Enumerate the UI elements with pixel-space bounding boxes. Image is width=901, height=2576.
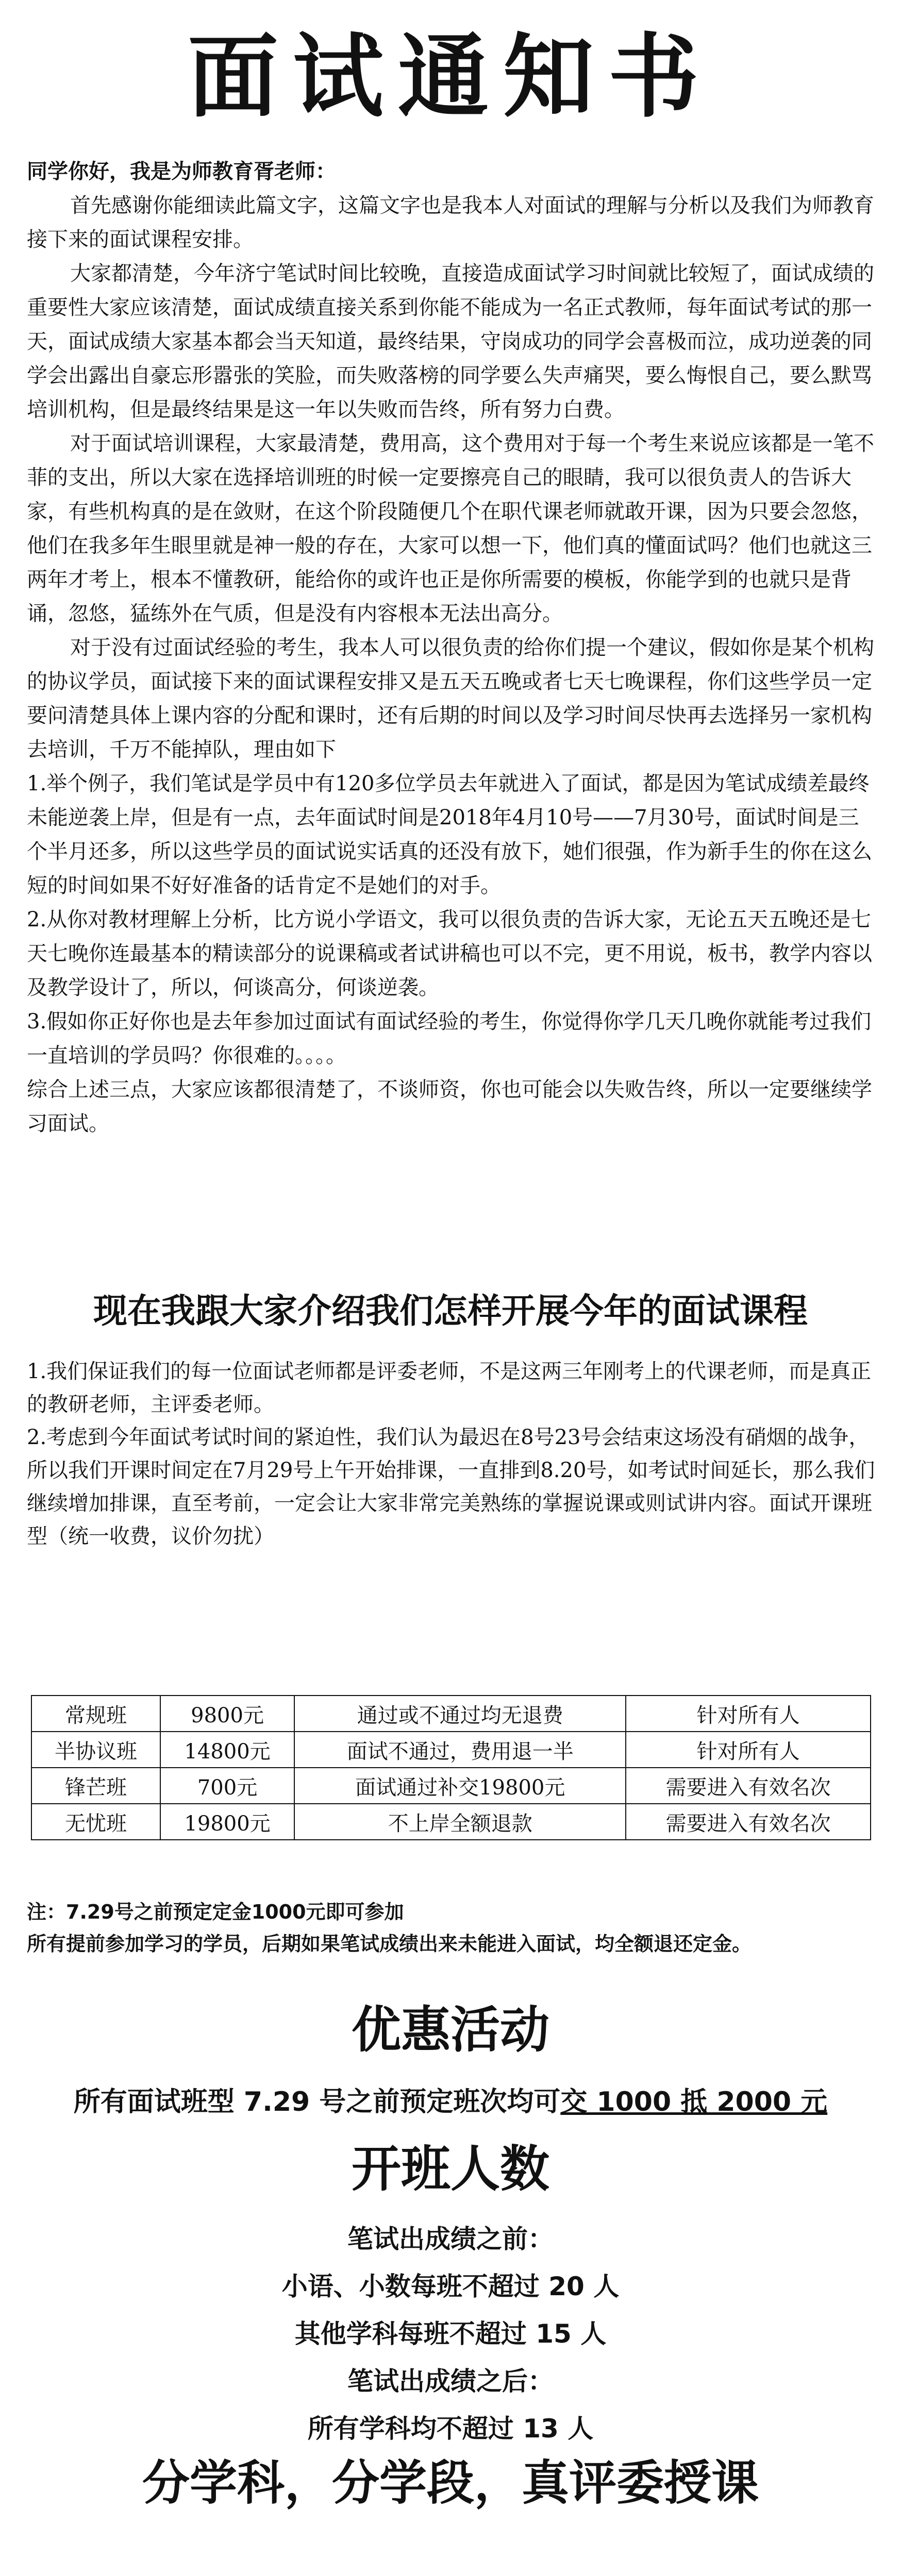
policy-cell: 面试通过补交19800元	[294, 1768, 626, 1804]
policy-cell: 通过或不通过均无退费	[294, 1696, 626, 1732]
class-type-cell: 常规班	[31, 1696, 160, 1732]
letter-paragraph: 首先感谢你能细读此篇文字，这篇文字也是我本人对面试的理解与分析以及我们为师教育接下来的面试课程安排。	[27, 194, 874, 251]
table-row	[31, 1804, 871, 1840]
slogan: 分学科，分学段，真评委授课	[142, 2455, 759, 2511]
class-size-line: 所有学科均不超过 13 人	[307, 2414, 594, 2444]
table-row	[31, 1732, 871, 1768]
table-row	[31, 1768, 871, 1804]
letter-point: 3.假如你正好你也是去年参加过面试有面试经验的考生，你觉得你学几天几晚你就能考过我们一直培训的学员吗？你很难的。。。。	[27, 1010, 872, 1067]
letter-body	[27, 155, 877, 1141]
class-type-cell: 无忧班	[31, 1804, 160, 1840]
class-size-heading: 开班人数	[352, 2140, 549, 2198]
table-row	[31, 1696, 871, 1732]
class-size-line: 小语、小数每班不超过 20 人	[281, 2272, 620, 2301]
eligibility-cell: 需要进入有效名次	[626, 1768, 871, 1804]
class-type-cell: 锋芒班	[31, 1768, 160, 1804]
greeting: 同学你好，我是为师教育胥老师：	[27, 159, 336, 183]
deposit-note: 注：7.29号之前预定定金1000元即可参加	[27, 1901, 404, 1923]
intro-point: 1.我们保证我们的每一位面试老师都是评委老师，不是这两三年刚考上的代课老师，而是真正的教研老师，主评委老师。	[27, 1360, 872, 1416]
class-type-cell: 半协议班	[31, 1732, 160, 1768]
course-intro	[27, 1355, 877, 1553]
letter-point: 1.举个例子，我们笔试是学员中有120多位学员去年就进入了面试，都是因为笔试成绩差最终未能逆袭上岸，但是有一点，去年面试时间是2018年4月10号——7月30号，面试时间是三个半月还多，所以这些学员的面试说实话真的还没有放下，她们很强，作为新手生的你在这么短的时间如果不好好准备的话肯定不是她们的对手。	[27, 772, 872, 897]
page-title: 面试通知书	[187, 24, 713, 130]
eligibility-cell: 针对所有人	[626, 1696, 871, 1732]
promo-heading: 优惠活动	[352, 2001, 549, 2059]
course-section-heading: 现在我跟大家介绍我们怎样开展今年的面试课程	[93, 1291, 808, 1331]
refund-note: 所有提前参加学习的学员，后期如果笔试成绩出来未能进入面试，均全额退还定金。	[27, 1933, 752, 1955]
deposit-notes	[27, 1896, 882, 1960]
eligibility-cell: 需要进入有效名次	[626, 1804, 871, 1840]
letter-paragraph: 大家都清楚，今年济宁笔试时间比较晚，直接造成面试学习时间就比较短了，面试成绩的重要性大家应该清楚，面试成绩直接关系到你能不能成为一名正式教师，每年面试考试的那一天，面试成绩大家基本都会当天知道，最终结果，守岗成功的同学会喜极而泣，成功逆袭的同学会出露出自豪忘形嚣张的笑脸，而失败落榜的同学要么失声痛哭，要么悔恨自己，要么默骂培训机构，但是最终结果是这一年以失败而告终，所有努力白费。	[27, 262, 874, 421]
fee-table	[31, 1695, 871, 1840]
price-cell: 19800元	[160, 1804, 294, 1840]
promo-text: 所有面试班型 7.29 号之前预定班次均可	[73, 2087, 561, 2117]
class-size-line: 笔试出成绩之前：	[347, 2224, 554, 2254]
intro-point: 2.考虑到今年面试考试时间的紧迫性，我们认为最迟在8号23号会结束这场没有硝烟的战争，所以我们开课时间定在7月29号上午开始排课，一直排到8.20号，如考试时间延长，那么我们继续增加排课，直至考前，一定会让大家非常完美熟练的掌握说课或则试讲内容。面试开课班型（统一收费，议价勿扰）	[27, 1426, 875, 1548]
policy-cell: 不上岸全额退款	[294, 1804, 626, 1840]
eligibility-cell: 针对所有人	[626, 1732, 871, 1768]
class-size-line: 其他学科每班不超过 15 人	[294, 2319, 607, 2349]
letter-summary: 综合上述三点，大家应该都很清楚了，不谈师资，你也可能会以失败告终，所以一定要继续学习面试。	[27, 1078, 872, 1136]
letter-paragraph: 对于面试培训课程，大家最清楚，费用高，这个费用对于每一个考生来说应该都是一笔不菲的支出，所以大家在选择培训班的时候一定要擦亮自己的眼睛，我可以很负责人的告诉大家，有些机构真的是在敛财，在这个阶段随便几个在职代课老师就敢开课，因为只要会忽悠，他们在我多年生眼里就是神一般的存在，大家可以想一下，他们真的懂面试吗？他们也就这三两年才考上，根本不懂教研，能给你的或许也正是你所需要的模板，你能学到的也就只是背诵，忽悠，猛练外在气质，但是没有内容根本无法出高分。	[27, 432, 874, 625]
promo-line	[0, 2081, 901, 2123]
letter-point: 2.从你对教材理解上分析，比方说小学语文，我可以很负责的告诉大家，无论五天五晚还是七天七晚你连最基本的精读部分的说课稿或者试讲稿也可以不完，更不用说，板书，教学内容以及教学设计了，所以，何谈高分，何谈逆袭。	[27, 908, 872, 999]
class-size-list	[0, 2215, 901, 2452]
price-cell: 700元	[160, 1768, 294, 1804]
price-cell: 9800元	[160, 1696, 294, 1732]
letter-paragraph: 对于没有过面试经验的考生，我本人可以很负责的给你们提一个建议，假如你是某个机构的协议学员，面试接下来的面试课程安排又是五天五晚或者七天七晚课程，你们这些学员一定要问清楚具体上课内容的分配和课时，还有后期的时间以及学习时间尽快再去选择另一家机构去培训，千万不能掉队，理由如下	[27, 636, 874, 761]
price-cell: 14800元	[160, 1732, 294, 1768]
promo-offer: 交 1000 抵 2000 元	[560, 2087, 828, 2117]
class-size-line: 笔试出成绩之后：	[347, 2366, 554, 2396]
policy-cell: 面试不通过，费用退一半	[294, 1732, 626, 1768]
